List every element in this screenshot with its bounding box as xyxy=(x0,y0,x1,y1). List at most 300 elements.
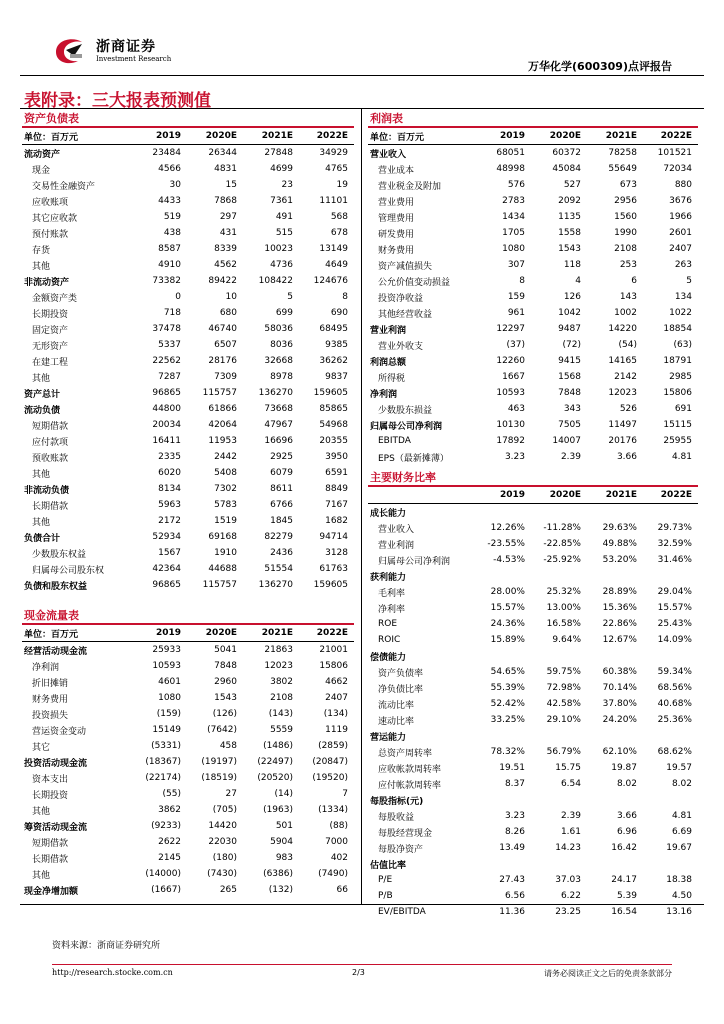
row-value: 49.88% xyxy=(602,539,637,549)
row-value: 8.26 xyxy=(504,827,525,837)
row-value: 15806 xyxy=(663,388,692,398)
table-row xyxy=(368,401,698,417)
row-value: 6.54 xyxy=(560,779,581,789)
table-row xyxy=(368,353,698,369)
row-value: 673 xyxy=(619,180,637,190)
row-value: 73382 xyxy=(152,276,181,286)
row-value: 37478 xyxy=(152,324,181,334)
row-value: 6.96 xyxy=(616,827,637,837)
year-header: 2020E xyxy=(187,127,243,145)
row-value: 1042 xyxy=(558,308,581,318)
row-value: 6 xyxy=(631,276,637,286)
row-value: 31.46% xyxy=(657,555,692,565)
row-value: 28176 xyxy=(208,356,237,366)
row-label: 研发费用 xyxy=(378,229,415,240)
row-value: 2407 xyxy=(325,693,348,703)
row-value: 2172 xyxy=(158,516,181,526)
row-value: 8134 xyxy=(158,484,181,494)
table-row xyxy=(368,584,698,600)
row-value: 11953 xyxy=(208,436,237,446)
row-value xyxy=(476,792,531,808)
row-label: 营业税金及附加 xyxy=(378,181,442,192)
row-value: 7000 xyxy=(325,837,348,847)
row-label: 每股净资产 xyxy=(378,844,424,855)
row-label: 其他经营收益 xyxy=(378,309,433,320)
row-value: 961 xyxy=(507,308,525,318)
row-value: 6079 xyxy=(270,468,293,478)
row-value: 25933 xyxy=(152,645,181,655)
table-row xyxy=(368,760,698,776)
row-value: (143) xyxy=(268,709,293,719)
row-label: 所得税 xyxy=(378,373,406,384)
row-value: 3676 xyxy=(669,196,692,206)
row-value: 4736 xyxy=(270,260,293,270)
row-value: 6.69 xyxy=(671,827,692,837)
row-label: 筹资活动现金流 xyxy=(24,822,88,833)
row-value: 1135 xyxy=(558,212,581,222)
row-value: 5783 xyxy=(214,500,237,510)
row-value: 2442 xyxy=(214,452,237,462)
row-label: 现金净增加额 xyxy=(24,886,79,897)
row-value: 70.14% xyxy=(602,683,637,693)
table-row xyxy=(22,722,354,738)
row-label: 财务费用 xyxy=(32,694,69,705)
cash-flow-table xyxy=(22,607,354,898)
row-value: 1543 xyxy=(558,244,581,254)
table-row xyxy=(368,568,698,584)
table-title: 资产负债表 xyxy=(22,110,354,127)
row-label: 在建工程 xyxy=(32,357,69,368)
row-value: 8849 xyxy=(325,484,348,494)
unit-label: 单位：百万元 xyxy=(368,127,476,145)
row-label: 资本支出 xyxy=(32,774,69,785)
row-value: 0 xyxy=(175,292,181,302)
row-label: EPS（最新摊薄） xyxy=(378,453,449,464)
table-header-row xyxy=(368,127,698,145)
row-value: -4.53% xyxy=(493,555,525,565)
year-header: 2022E xyxy=(643,486,698,504)
row-value: 159605 xyxy=(313,580,348,590)
row-label: 长期借款 xyxy=(32,501,69,512)
row-value: 19.51 xyxy=(499,763,525,773)
table-row xyxy=(368,632,698,648)
row-value: 1080 xyxy=(502,244,525,254)
row-value: 14.09% xyxy=(657,635,692,645)
row-value: 18791 xyxy=(663,356,692,366)
row-value: 24.20% xyxy=(602,715,637,725)
row-label: 估值比率 xyxy=(370,860,407,871)
row-value: 3950 xyxy=(325,452,348,462)
row-value: 32.59% xyxy=(657,539,692,549)
table-row xyxy=(22,481,354,497)
row-label: 其他 xyxy=(32,806,51,817)
row-value: 61763 xyxy=(319,564,348,574)
row-value: 48998 xyxy=(496,164,525,174)
row-value: 1.61 xyxy=(560,827,581,837)
row-label: 流动资产 xyxy=(24,149,61,160)
row-value xyxy=(587,792,643,808)
table-row xyxy=(368,289,698,305)
row-value: 22030 xyxy=(208,837,237,847)
row-value: 19.57 xyxy=(666,763,692,773)
row-value: 58036 xyxy=(264,324,293,334)
row-value: (134) xyxy=(323,709,348,719)
table-row xyxy=(368,840,698,856)
row-value: 44800 xyxy=(152,404,181,414)
table-row xyxy=(22,706,354,722)
table-title: 现金流量表 xyxy=(22,607,354,624)
table-row xyxy=(22,497,354,513)
table-row xyxy=(368,337,698,353)
row-value: 18854 xyxy=(663,324,692,334)
row-value xyxy=(587,728,643,744)
row-value: 1434 xyxy=(502,212,525,222)
row-value: (55) xyxy=(162,789,181,799)
row-label: P/E xyxy=(378,875,393,885)
table-row xyxy=(22,561,354,577)
row-label: 营业利润 xyxy=(378,540,415,551)
row-value: 11101 xyxy=(319,196,348,206)
row-value: 515 xyxy=(275,228,293,238)
table-title-row xyxy=(368,110,698,127)
row-label: 净利润 xyxy=(370,389,398,400)
row-label: 折旧摊销 xyxy=(32,678,69,689)
row-value: 2.39 xyxy=(560,811,581,821)
row-value: 55649 xyxy=(608,164,637,174)
row-value: 6.56 xyxy=(504,891,525,901)
logo-text-cn: 浙商证券 xyxy=(96,39,156,55)
row-value: 16411 xyxy=(152,436,181,446)
row-value: 15806 xyxy=(319,661,348,671)
row-value: 8978 xyxy=(270,372,293,382)
row-value: 52934 xyxy=(152,532,181,542)
row-value: 68.62% xyxy=(657,747,692,757)
row-value: 21001 xyxy=(319,645,348,655)
row-value: (88) xyxy=(329,821,348,831)
row-value: 59.75% xyxy=(546,667,581,677)
row-label: 资产总计 xyxy=(24,389,61,400)
table-row xyxy=(368,193,698,209)
year-header: 2019 xyxy=(476,127,531,145)
table-row xyxy=(368,273,698,289)
table-row xyxy=(368,225,698,241)
row-label: 营运能力 xyxy=(370,732,407,743)
row-value: 6507 xyxy=(214,340,237,350)
row-value: 10593 xyxy=(496,388,525,398)
table-row xyxy=(368,664,698,680)
row-value: 12.67% xyxy=(602,635,637,645)
table-row xyxy=(368,648,698,664)
footer-disclaimer: 请务必阅读正文之后的免责条款部分 xyxy=(544,969,672,978)
row-label: 偿债能力 xyxy=(370,652,407,663)
row-value xyxy=(643,728,698,744)
row-value: 15.89% xyxy=(490,635,525,645)
row-value: 12.26% xyxy=(490,523,525,533)
row-value xyxy=(587,648,643,664)
row-value: 2142 xyxy=(614,372,637,382)
row-value: 699 xyxy=(275,308,293,318)
table-row xyxy=(22,177,354,193)
row-value: 15.36% xyxy=(602,603,637,613)
table-row xyxy=(22,193,354,209)
row-value: 1558 xyxy=(558,228,581,238)
row-label: 少数股东权益 xyxy=(32,549,87,560)
table-header-row xyxy=(22,127,354,145)
footer-rule xyxy=(52,964,672,965)
row-value: 438 xyxy=(163,228,181,238)
row-value: 29.63% xyxy=(602,523,637,533)
row-value: 61866 xyxy=(208,404,237,414)
row-value: 501 xyxy=(275,821,293,831)
table-row xyxy=(22,674,354,690)
row-label: ROE xyxy=(378,619,398,629)
row-value: (1486) xyxy=(263,741,293,751)
row-value: 45084 xyxy=(552,164,581,174)
row-value: 30 xyxy=(169,180,181,190)
table-row xyxy=(22,545,354,561)
row-value: 1568 xyxy=(558,372,581,382)
row-label: 其他 xyxy=(32,373,51,384)
row-value: (54) xyxy=(618,340,637,350)
row-value: 62.10% xyxy=(602,747,637,757)
row-value: 343 xyxy=(563,404,581,414)
row-value: 68495 xyxy=(319,324,348,334)
row-value: 265 xyxy=(219,885,237,895)
row-value: 7848 xyxy=(558,388,581,398)
row-value: 136270 xyxy=(258,580,293,590)
row-value: (2859) xyxy=(318,741,348,751)
table-row xyxy=(22,577,354,593)
row-value: 691 xyxy=(674,404,692,414)
row-value: 22562 xyxy=(152,356,181,366)
row-label: 预付账款 xyxy=(32,229,69,240)
row-label: 非流动资产 xyxy=(24,277,70,288)
table-row xyxy=(368,680,698,696)
row-label: 毛利率 xyxy=(378,588,406,599)
row-value: 12023 xyxy=(608,388,637,398)
row-value: (9233) xyxy=(151,821,181,831)
row-label: 财务费用 xyxy=(378,245,415,256)
row-value: 143 xyxy=(619,292,637,302)
year-header: 2019 xyxy=(476,486,531,504)
year-header: 2019 xyxy=(132,127,187,145)
row-value: 519 xyxy=(163,212,181,222)
row-value: 37.80% xyxy=(602,699,637,709)
row-value: 8587 xyxy=(158,244,181,254)
row-value: 1519 xyxy=(214,516,237,526)
row-value xyxy=(476,648,531,664)
row-value: 2956 xyxy=(614,196,637,206)
row-value: 27848 xyxy=(264,148,293,158)
table-row xyxy=(22,770,354,786)
row-value: 1567 xyxy=(158,548,181,558)
row-label: 固定资产 xyxy=(32,325,69,336)
row-value: 13149 xyxy=(319,244,348,254)
row-value: 527 xyxy=(563,180,581,190)
row-value: 16.42 xyxy=(611,843,637,853)
row-value: 3.23 xyxy=(504,452,525,462)
row-value: 115757 xyxy=(202,388,237,398)
row-value: 59.34% xyxy=(657,667,692,677)
row-value: (18519) xyxy=(201,773,237,783)
row-label: 负债合计 xyxy=(24,533,61,544)
table-row xyxy=(22,754,354,770)
row-value: 42064 xyxy=(208,420,237,430)
row-value: 2622 xyxy=(158,837,181,847)
row-value: 15149 xyxy=(152,725,181,735)
table-row xyxy=(22,802,354,818)
table-row xyxy=(368,824,698,840)
table-row xyxy=(368,552,698,568)
row-value: 72034 xyxy=(663,164,692,174)
table-row xyxy=(22,882,354,898)
row-value: 4765 xyxy=(325,164,348,174)
row-label: 金额资产类 xyxy=(32,293,78,304)
row-value: 4.50 xyxy=(671,891,692,901)
row-value: 53.20% xyxy=(602,555,637,565)
row-value: (72) xyxy=(562,340,581,350)
row-value: 68.56% xyxy=(657,683,692,693)
balance-sheet-table xyxy=(22,110,354,593)
row-value: 7361 xyxy=(270,196,293,206)
table-row xyxy=(368,177,698,193)
row-value: 3802 xyxy=(270,677,293,687)
row-value: 18.38 xyxy=(666,875,692,885)
year-header: 2021E xyxy=(243,624,299,642)
row-value: (37) xyxy=(506,340,525,350)
row-value: 680 xyxy=(219,308,237,318)
row-value: 2335 xyxy=(158,452,181,462)
table-row xyxy=(368,904,698,920)
row-value: 4433 xyxy=(158,196,181,206)
table-row xyxy=(22,257,354,273)
table-row xyxy=(368,600,698,616)
ratio-table xyxy=(368,469,698,920)
table-row xyxy=(368,536,698,552)
row-value: 124676 xyxy=(313,276,348,286)
row-label: 经营活动现金流 xyxy=(24,646,88,657)
row-value: 7505 xyxy=(558,420,581,430)
year-header: 2019 xyxy=(132,624,187,642)
row-value: 101521 xyxy=(657,148,692,158)
table-row xyxy=(368,305,698,321)
row-value: 19.67 xyxy=(666,843,692,853)
table-row xyxy=(22,738,354,754)
row-label: 营运资金变动 xyxy=(32,726,87,737)
row-value: 37.03 xyxy=(555,875,581,885)
page-number: 2/3 xyxy=(352,968,365,977)
row-value: 4662 xyxy=(325,677,348,687)
table-row xyxy=(22,241,354,257)
table-row xyxy=(22,145,354,162)
row-value xyxy=(531,648,587,664)
row-value xyxy=(476,568,531,584)
row-value: 5.39 xyxy=(616,891,637,901)
row-label: 净利率 xyxy=(378,604,406,615)
header-rule xyxy=(20,75,704,76)
row-value xyxy=(587,568,643,584)
table-row xyxy=(22,305,354,321)
table-row xyxy=(368,792,698,808)
row-value: 25.32% xyxy=(546,587,581,597)
row-label: 每股收益 xyxy=(378,812,415,823)
row-label: P/B xyxy=(378,891,393,901)
row-value: 7302 xyxy=(214,484,237,494)
row-value: 7 xyxy=(342,789,348,799)
row-label: 营业成本 xyxy=(378,165,415,176)
row-value: 9.64% xyxy=(552,635,581,645)
row-value: 568 xyxy=(330,212,348,222)
row-value: 1966 xyxy=(669,212,692,222)
row-value: 1002 xyxy=(614,308,637,318)
row-value: (5331) xyxy=(151,741,181,751)
row-value: 1022 xyxy=(669,308,692,318)
row-value: 14220 xyxy=(608,324,637,334)
row-value: 52.42% xyxy=(490,699,525,709)
table-row xyxy=(22,385,354,401)
row-value: 44688 xyxy=(208,564,237,574)
row-value: (14) xyxy=(274,789,293,799)
row-value: 118 xyxy=(563,260,581,270)
row-value xyxy=(476,856,531,872)
table-row xyxy=(368,385,698,401)
row-value: 33.25% xyxy=(490,715,525,725)
year-header: 2020E xyxy=(531,127,587,145)
row-value: 26344 xyxy=(208,148,237,158)
table-row xyxy=(368,257,698,273)
row-value: 4649 xyxy=(325,260,348,270)
table-row xyxy=(368,776,698,792)
row-label: 净负债比率 xyxy=(378,684,424,695)
row-value: 8.02 xyxy=(671,779,692,789)
row-value: 1543 xyxy=(214,693,237,703)
row-value: 12297 xyxy=(496,324,525,334)
table-title-row xyxy=(22,607,354,624)
row-value xyxy=(476,728,531,744)
row-value: 27.43 xyxy=(499,875,525,885)
row-label: 非流动负债 xyxy=(24,485,70,496)
row-value: 40.68% xyxy=(657,699,692,709)
row-value: 14007 xyxy=(552,436,581,446)
row-value: 66 xyxy=(336,885,348,895)
row-value: 51554 xyxy=(264,564,293,574)
row-label: ROIC xyxy=(378,635,401,645)
footer-url[interactable]: http://research.stocke.com.cn xyxy=(52,968,173,977)
row-value xyxy=(531,856,587,872)
table-row xyxy=(22,529,354,545)
row-label: 应收帐款周转率 xyxy=(378,764,442,775)
row-label: 管理费用 xyxy=(378,213,415,224)
row-label: 现金 xyxy=(32,165,51,176)
row-value: 134 xyxy=(674,292,692,302)
table-row xyxy=(22,818,354,834)
row-value: 2783 xyxy=(502,196,525,206)
table-row xyxy=(368,888,698,904)
row-value: (705) xyxy=(212,805,237,815)
row-label: 少数股东损益 xyxy=(378,405,433,416)
income-statement-table xyxy=(368,110,698,465)
row-value: (126) xyxy=(212,709,237,719)
row-value: 13.00% xyxy=(546,603,581,613)
row-value: 15 xyxy=(225,180,237,190)
row-value: 2108 xyxy=(614,244,637,254)
row-value: 14165 xyxy=(608,356,637,366)
row-value: 2092 xyxy=(558,196,581,206)
row-label: 获利能力 xyxy=(370,572,407,583)
table-row xyxy=(368,616,698,632)
row-label: 利润总额 xyxy=(370,357,407,368)
row-value: 24.17 xyxy=(611,875,637,885)
